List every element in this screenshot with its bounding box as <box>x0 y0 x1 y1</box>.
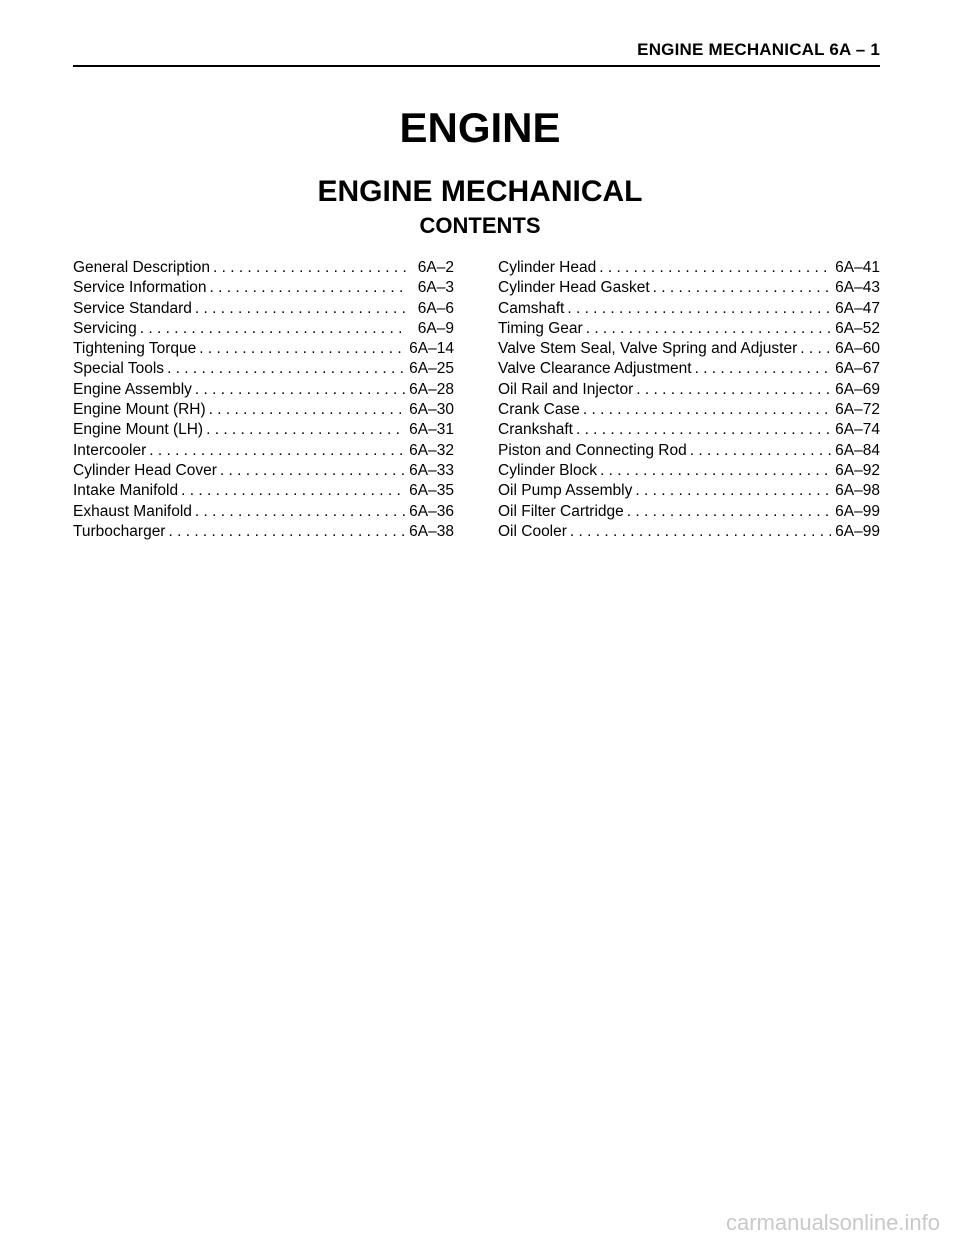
toc-entry-page: 6A–31 <box>409 421 454 439</box>
dot-leader <box>195 299 406 319</box>
toc-entry[interactable] <box>73 319 454 339</box>
toc-entry-page: 6A–38 <box>409 522 454 540</box>
toc-entry-label: Piston and Connecting Rod <box>498 441 687 459</box>
toc-entry-label: Cylinder Head Cover <box>73 461 217 479</box>
toc-entry-label: Oil Pump Assembly <box>498 482 633 500</box>
toc-entry-label: Service Standard <box>73 299 192 317</box>
dot-leader <box>653 278 832 298</box>
toc-entry-label: Timing Gear <box>498 319 583 337</box>
dot-leader <box>583 400 831 420</box>
toc-entry[interactable] <box>498 359 880 379</box>
dot-leader <box>635 481 831 501</box>
dot-leader <box>195 502 405 522</box>
toc-entry[interactable] <box>498 522 880 542</box>
toc-entry-page: 6A–84 <box>835 441 880 459</box>
toc-entry[interactable] <box>73 522 454 542</box>
toc-entry-page: 6A–30 <box>409 401 454 419</box>
toc-entry[interactable] <box>498 299 880 319</box>
toc-entry[interactable] <box>73 441 454 461</box>
toc-entry-page: 6A–14 <box>409 340 454 358</box>
toc-entry-label: Valve Clearance Adjustment <box>498 360 692 378</box>
toc-entry-label: Tightening Torque <box>73 340 197 358</box>
dot-leader <box>149 441 405 461</box>
toc-entry-label: Cylinder Block <box>498 461 598 479</box>
watermark[interactable]: carmanualsonline.info <box>725 1210 940 1235</box>
toc-entry[interactable] <box>73 339 454 359</box>
toc-entry[interactable] <box>498 380 880 400</box>
toc-entry-label: Special Tools <box>73 360 165 378</box>
toc-entry-page: 6A–32 <box>409 441 454 459</box>
toc-entry-page: 6A–98 <box>835 482 880 500</box>
dot-leader <box>636 380 831 400</box>
dot-leader <box>140 319 406 339</box>
toc-entry-label: Exhaust Manifold <box>73 502 192 520</box>
dot-leader <box>690 441 831 461</box>
dot-leader <box>181 481 405 501</box>
toc-entry-label: Cylinder Head Gasket <box>498 279 650 297</box>
dot-leader <box>695 359 832 379</box>
dot-leader <box>570 522 831 542</box>
toc-entry-page: 6A–6 <box>417 299 454 317</box>
toc-entry[interactable] <box>498 502 880 522</box>
dot-leader <box>213 258 406 278</box>
toc-entry-label: Crank Case <box>498 401 580 419</box>
toc-entry-label: Crankshaft <box>498 421 573 439</box>
toc-entry-label: Engine Mount (LH) <box>73 421 204 439</box>
section-title: ENGINE MECHANICAL <box>317 175 643 208</box>
running-header: ENGINE MECHANICAL 6A – 1 <box>637 40 880 59</box>
toc-entry-page: 6A–9 <box>417 319 454 337</box>
toc-entry-label: Oil Filter Cartridge <box>498 502 624 520</box>
contents-heading: CONTENTS <box>419 213 541 238</box>
toc-entry[interactable] <box>498 461 880 481</box>
dot-leader <box>600 461 831 481</box>
toc-entry[interactable] <box>498 420 880 440</box>
toc-entry-page: 6A–99 <box>835 502 880 520</box>
toc-entry-page: 6A–74 <box>835 421 880 439</box>
chapter-title: ENGINE <box>399 104 561 151</box>
toc-entry-page: 6A–67 <box>835 360 880 378</box>
dot-leader <box>210 278 406 298</box>
dot-leader <box>599 258 831 278</box>
dot-leader <box>206 420 405 440</box>
toc-entry[interactable] <box>73 359 454 379</box>
toc-entry[interactable] <box>498 400 880 420</box>
toc-entry[interactable] <box>73 278 454 298</box>
dot-leader <box>168 522 405 542</box>
toc-entry-label: Engine Mount (RH) <box>73 401 206 419</box>
toc-entry-page: 6A–72 <box>835 401 880 419</box>
toc-entry[interactable] <box>73 461 454 481</box>
toc-entry-label: Valve Stem Seal, Valve Spring and Adjuster <box>498 340 798 358</box>
dot-leader <box>199 339 405 359</box>
toc-entry-label: Camshaft <box>498 299 565 317</box>
toc-entry[interactable] <box>498 258 880 278</box>
toc-entry[interactable] <box>73 299 454 319</box>
toc-entry[interactable] <box>73 420 454 440</box>
toc-entry-label: Intercooler <box>73 441 147 459</box>
toc-entry-page: 6A–99 <box>835 522 880 540</box>
header-rule <box>73 65 880 67</box>
toc-entry-page: 6A–33 <box>409 461 454 479</box>
dot-leader <box>627 502 831 522</box>
toc-entry-page: 6A–69 <box>835 380 880 398</box>
toc-entry-page: 6A–36 <box>409 502 454 520</box>
toc-right-column <box>498 258 880 542</box>
toc-entry-label: Engine Assembly <box>73 380 192 398</box>
toc-entry-page: 6A–2 <box>417 259 454 276</box>
dot-leader <box>586 319 831 339</box>
toc-entry-label: Cylinder Head <box>498 259 597 276</box>
toc-entry-label: Turbocharger <box>73 522 166 540</box>
toc-entry-label: Service Information <box>73 279 207 297</box>
toc-entry-page: 6A–43 <box>835 279 880 297</box>
toc-entry[interactable] <box>498 481 880 501</box>
toc-entry-label: Oil Cooler <box>498 522 567 540</box>
toc-entry-label: Oil Rail and Injector <box>498 380 634 398</box>
toc-left-column <box>73 258 454 542</box>
toc-entry[interactable] <box>73 258 454 278</box>
dot-leader <box>220 461 405 481</box>
toc-entry[interactable] <box>498 441 880 461</box>
toc-entry-page: 6A–28 <box>409 380 454 398</box>
toc-entry-label: General Description <box>73 259 210 276</box>
dot-leader <box>800 339 831 359</box>
toc-entry[interactable] <box>498 339 880 359</box>
toc-entry-page: 6A–52 <box>835 319 880 337</box>
toc-entry-page: 6A–3 <box>417 279 454 297</box>
toc-entry[interactable] <box>73 400 454 420</box>
toc-entry-page: 6A–47 <box>835 299 880 317</box>
toc-entry-page: 6A–41 <box>835 259 880 276</box>
toc-entry[interactable] <box>73 481 454 501</box>
toc-entry[interactable] <box>498 319 880 339</box>
toc-entry-page: 6A–92 <box>835 461 880 479</box>
toc-entry-label: Intake Manifold <box>73 482 179 500</box>
dot-leader <box>567 299 831 319</box>
dot-leader <box>195 380 405 400</box>
toc-entry[interactable] <box>73 502 454 522</box>
dot-leader <box>209 400 406 420</box>
toc-entry-page: 6A–25 <box>409 360 454 378</box>
toc-entry-label: Servicing <box>73 319 137 337</box>
toc-entry[interactable] <box>73 380 454 400</box>
dot-leader <box>167 359 405 379</box>
toc-entry-page: 6A–35 <box>409 482 454 500</box>
dot-leader <box>576 420 831 440</box>
toc-entry[interactable] <box>498 278 880 298</box>
toc-entry-page: 6A–60 <box>835 340 880 358</box>
